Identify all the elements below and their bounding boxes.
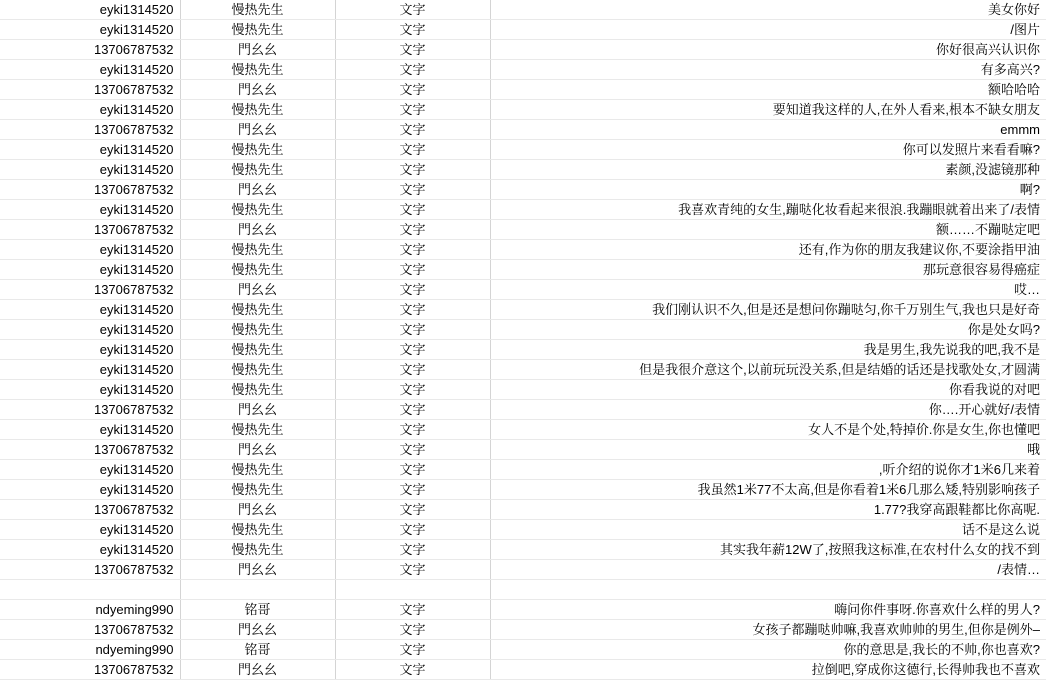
table-row: [0, 60, 1046, 80]
message-cell: emmm: [490, 120, 1046, 140]
message-cell: 其实我年薪12W了,按照我这标准,在农村什么女的找不到: [490, 540, 1046, 560]
message-type-cell: 文字: [335, 460, 490, 480]
nickname-cell: 慢热先生: [180, 520, 335, 540]
table-row: [0, 620, 1046, 640]
message-cell: /图片: [490, 20, 1046, 40]
message-type-cell: 文字: [335, 380, 490, 400]
message-type-cell: 文字: [335, 640, 490, 660]
nickname-cell: 門幺幺: [180, 220, 335, 240]
message-type-cell: 文字: [335, 40, 490, 60]
message-cell: 拉倒吧,穿成你这德行,长得帅我也不喜欢: [490, 660, 1046, 680]
nickname-cell: 慢热先生: [180, 340, 335, 360]
nickname-cell: 門幺幺: [180, 80, 335, 100]
nickname-cell: 慢热先生: [180, 100, 335, 120]
message-type-cell: 文字: [335, 180, 490, 200]
nickname-cell: 慢热先生: [180, 260, 335, 280]
message-cell: 要知道我这样的人,在外人看来,根本不缺女朋友: [490, 100, 1046, 120]
table-row: [0, 120, 1046, 140]
account-cell: eyki1314520: [0, 420, 180, 440]
message-cell: 还有,作为你的朋友我建议你,不要涂指甲油: [490, 240, 1046, 260]
nickname-cell: 慢热先生: [180, 380, 335, 400]
nickname-cell: 門幺幺: [180, 180, 335, 200]
message-cell: 额……不蹦哒定吧: [490, 220, 1046, 240]
table-row: [0, 320, 1046, 340]
nickname-cell: 慢热先生: [180, 140, 335, 160]
table-row-blank: [0, 580, 1046, 600]
nickname-cell: 慢热先生: [180, 160, 335, 180]
nickname-cell: 門幺幺: [180, 620, 335, 640]
message-type-cell: 文字: [335, 340, 490, 360]
message-type-cell: 文字: [335, 140, 490, 160]
nickname-cell: 慢热先生: [180, 320, 335, 340]
account-cell: eyki1314520: [0, 260, 180, 280]
account-cell: 13706787532: [0, 440, 180, 460]
table-row: [0, 180, 1046, 200]
message-cell: 我们刚认识不久,但是还是想问你蹦哒匀,你千万别生气,我也只是好奇: [490, 300, 1046, 320]
table-row: [0, 220, 1046, 240]
nickname-cell: 铭哥: [180, 640, 335, 660]
account-cell: 13706787532: [0, 80, 180, 100]
nickname-cell: 慢热先生: [180, 480, 335, 500]
account-cell: eyki1314520: [0, 140, 180, 160]
account-cell: eyki1314520: [0, 60, 180, 80]
message-cell: 你的意思是,我长的不帅,你也喜欢?: [490, 640, 1046, 660]
message-type-cell: 文字: [335, 620, 490, 640]
message-type-cell: 文字: [335, 520, 490, 540]
table-row: [0, 480, 1046, 500]
table-row: [0, 100, 1046, 120]
table-row: [0, 600, 1046, 620]
message-type-cell: 文字: [335, 660, 490, 680]
table-row: [0, 360, 1046, 380]
table-row: [0, 400, 1046, 420]
table-row: [0, 540, 1046, 560]
nickname-cell: 慢热先生: [180, 300, 335, 320]
message-cell: 但是我很介意这个,以前玩玩没关系,但是结婚的话还是找歌处女,才圆满: [490, 360, 1046, 380]
table-row: [0, 640, 1046, 660]
account-cell: eyki1314520: [0, 320, 180, 340]
message-type-cell: 文字: [335, 320, 490, 340]
message-cell: 我是男生,我先说我的吧,我不是: [490, 340, 1046, 360]
message-type-cell: 文字: [335, 600, 490, 620]
account-cell: eyki1314520: [0, 360, 180, 380]
account-cell: eyki1314520: [0, 380, 180, 400]
table-row: [0, 520, 1046, 540]
table-row: [0, 200, 1046, 220]
table-row: [0, 420, 1046, 440]
message-type-cell: 文字: [335, 480, 490, 500]
account-cell: eyki1314520: [0, 460, 180, 480]
table-row: [0, 660, 1046, 680]
account-cell: 13706787532: [0, 120, 180, 140]
table-row: [0, 80, 1046, 100]
account-cell: eyki1314520: [0, 480, 180, 500]
nickname-cell: 慢热先生: [180, 60, 335, 80]
table-row: [0, 300, 1046, 320]
message-cell: 你….开心就好/表情: [490, 400, 1046, 420]
message-cell: 嗨问你件事呀.你喜欢什么样的男人?: [490, 600, 1046, 620]
table-row: [0, 460, 1046, 480]
table-row: [0, 440, 1046, 460]
account-cell: eyki1314520: [0, 100, 180, 120]
account-cell: eyki1314520: [0, 520, 180, 540]
message-type-cell: [335, 580, 490, 600]
message-type-cell: 文字: [335, 260, 490, 280]
nickname-cell: 慢热先生: [180, 360, 335, 380]
account-cell: 13706787532: [0, 560, 180, 580]
account-cell: 13706787532: [0, 500, 180, 520]
nickname-cell: 門幺幺: [180, 400, 335, 420]
message-type-cell: 文字: [335, 360, 490, 380]
account-cell: eyki1314520: [0, 340, 180, 360]
table-row: [0, 380, 1046, 400]
message-cell: ,听介绍的说你才1米6几来着: [490, 460, 1046, 480]
table-row: [0, 0, 1046, 20]
table-row: [0, 340, 1046, 360]
nickname-cell: 門幺幺: [180, 500, 335, 520]
message-type-cell: 文字: [335, 540, 490, 560]
message-type-cell: 文字: [335, 0, 490, 20]
message-type-cell: 文字: [335, 300, 490, 320]
message-cell: 美女你好: [490, 0, 1046, 20]
message-cell: 你好很高兴认识你: [490, 40, 1046, 60]
account-cell: 13706787532: [0, 40, 180, 60]
message-type-cell: 文字: [335, 440, 490, 460]
message-cell: 有多高兴?: [490, 60, 1046, 80]
account-cell: 13706787532: [0, 620, 180, 640]
nickname-cell: 慢热先生: [180, 20, 335, 40]
message-type-cell: 文字: [335, 500, 490, 520]
message-cell: 女孩子都蹦哒帅嘛,我喜欢帅帅的男生,但你是例外–: [490, 620, 1046, 640]
message-type-cell: 文字: [335, 80, 490, 100]
account-cell: eyki1314520: [0, 0, 180, 20]
message-cell: 1.77?我穿高跟鞋都比你高呢.: [490, 500, 1046, 520]
nickname-cell: 門幺幺: [180, 40, 335, 60]
table-row: [0, 160, 1046, 180]
nickname-cell: 慢热先生: [180, 460, 335, 480]
message-type-cell: 文字: [335, 160, 490, 180]
nickname-cell: [180, 580, 335, 600]
message-cell: 额哈哈哈: [490, 80, 1046, 100]
message-cell: 哦: [490, 440, 1046, 460]
table-row: [0, 20, 1046, 40]
nickname-cell: 門幺幺: [180, 280, 335, 300]
account-cell: ndyeming990: [0, 600, 180, 620]
account-cell: eyki1314520: [0, 20, 180, 40]
message-type-cell: 文字: [335, 240, 490, 260]
account-cell: 13706787532: [0, 220, 180, 240]
nickname-cell: 慢热先生: [180, 540, 335, 560]
message-type-cell: 文字: [335, 120, 490, 140]
table-row: [0, 280, 1046, 300]
message-type-cell: 文字: [335, 200, 490, 220]
nickname-cell: 铭哥: [180, 600, 335, 620]
message-type-cell: 文字: [335, 400, 490, 420]
message-cell: 我虽然1米77不太高,但是你看着1米6几那么矮,特别影响孩子: [490, 480, 1046, 500]
table-row: [0, 560, 1046, 580]
nickname-cell: 慢热先生: [180, 420, 335, 440]
account-cell: eyki1314520: [0, 540, 180, 560]
table-row: [0, 140, 1046, 160]
account-cell: ndyeming990: [0, 640, 180, 660]
nickname-cell: 慢热先生: [180, 0, 335, 20]
message-cell: [490, 580, 1046, 600]
account-cell: eyki1314520: [0, 160, 180, 180]
message-cell: 素颜,没滤镜那种: [490, 160, 1046, 180]
message-type-cell: 文字: [335, 20, 490, 40]
nickname-cell: 慢热先生: [180, 240, 335, 260]
message-cell: 哎…: [490, 280, 1046, 300]
table-row: [0, 500, 1046, 520]
message-type-cell: 文字: [335, 220, 490, 240]
account-cell: 13706787532: [0, 660, 180, 680]
message-cell: 你是处女吗?: [490, 320, 1046, 340]
nickname-cell: 門幺幺: [180, 560, 335, 580]
message-cell: 啊?: [490, 180, 1046, 200]
account-cell: eyki1314520: [0, 300, 180, 320]
message-cell: /表情…: [490, 560, 1046, 580]
message-cell: 你看我说的对吧: [490, 380, 1046, 400]
message-type-cell: 文字: [335, 60, 490, 80]
account-cell: 13706787532: [0, 400, 180, 420]
nickname-cell: 門幺幺: [180, 660, 335, 680]
message-type-cell: 文字: [335, 420, 490, 440]
nickname-cell: 門幺幺: [180, 120, 335, 140]
message-cell: 你可以发照片来看看嘛?: [490, 140, 1046, 160]
message-type-cell: 文字: [335, 280, 490, 300]
table-row: [0, 240, 1046, 260]
account-cell: eyki1314520: [0, 200, 180, 220]
account-cell: eyki1314520: [0, 240, 180, 260]
account-cell: 13706787532: [0, 280, 180, 300]
nickname-cell: 慢热先生: [180, 200, 335, 220]
message-type-cell: 文字: [335, 100, 490, 120]
table-row: [0, 260, 1046, 280]
message-cell: 我喜欢青纯的女生,蹦哒化妆看起来很浪.我蹦眼就着出来了/表情: [490, 200, 1046, 220]
message-cell: 话不是这么说: [490, 520, 1046, 540]
account-cell: 13706787532: [0, 180, 180, 200]
message-type-cell: 文字: [335, 560, 490, 580]
account-cell: [0, 580, 180, 600]
table-row: [0, 40, 1046, 60]
message-cell: 女人不是个处,特掉价.你是女生,你也懂吧: [490, 420, 1046, 440]
nickname-cell: 門幺幺: [180, 440, 335, 460]
message-cell: 那玩意很容易得癌症: [490, 260, 1046, 280]
